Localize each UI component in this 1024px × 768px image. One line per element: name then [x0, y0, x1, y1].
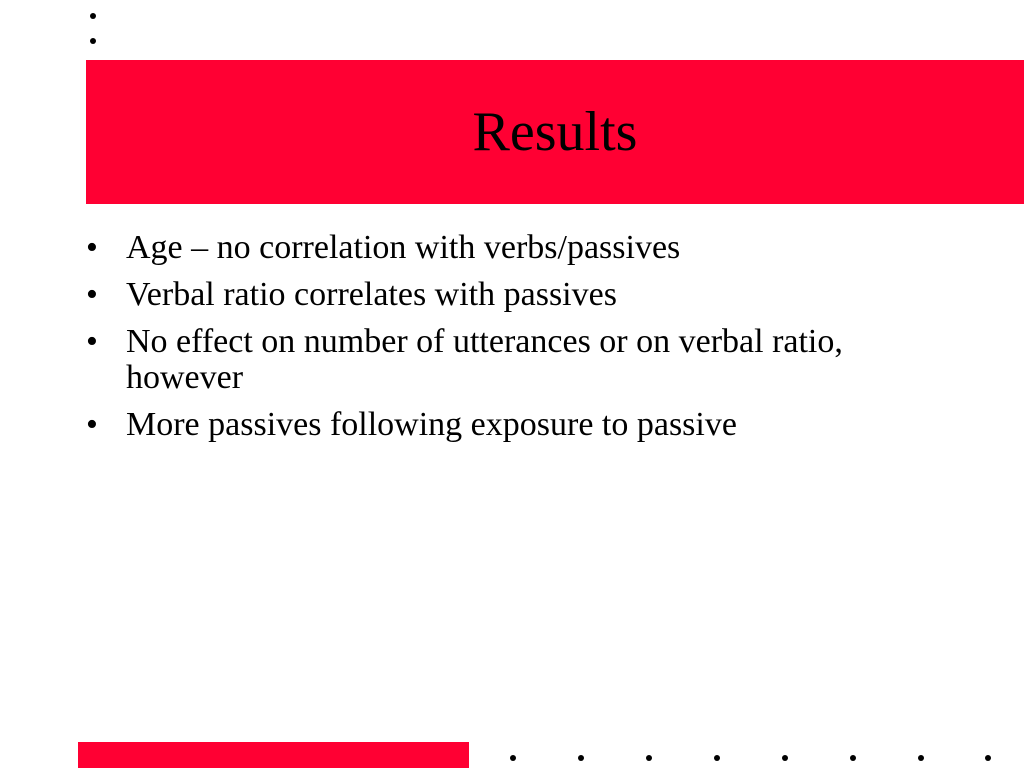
decor-dot-bottom-5: [782, 755, 788, 761]
bullet-text: Age – no correlation with verbs/passives: [126, 229, 681, 266]
decor-dot-bottom-6: [850, 755, 856, 761]
decor-dot-bottom-8: [985, 755, 991, 761]
decor-dot-bottom-7: [918, 755, 924, 761]
decor-dot-top-1: [90, 13, 96, 19]
title-band: [86, 60, 1024, 204]
bullet-text: More passives following exposure to passive: [126, 406, 737, 443]
bullet-item: [86, 277, 906, 313]
bullet-marker: •: [86, 229, 98, 266]
bullet-list: [86, 230, 906, 454]
footer-accent-bar: [78, 742, 469, 768]
decor-dot-top-2: [90, 38, 96, 44]
bullet-marker: •: [86, 276, 98, 313]
decor-dot-bottom-2: [578, 755, 584, 761]
bullet-item: [86, 230, 906, 266]
bullet-item: [86, 324, 906, 396]
decor-dot-bottom-4: [714, 755, 720, 761]
bullet-item: [86, 407, 906, 443]
decor-dot-bottom-3: [646, 755, 652, 761]
bullet-marker: •: [86, 323, 98, 360]
bullet-text: No effect on number of utterances or on verbal ratio, however: [126, 323, 843, 396]
bullet-marker: •: [86, 406, 98, 443]
bullet-text: Verbal ratio correlates with passives: [126, 276, 617, 313]
decor-dot-bottom-1: [510, 755, 516, 761]
slide-title: Results: [472, 101, 638, 163]
